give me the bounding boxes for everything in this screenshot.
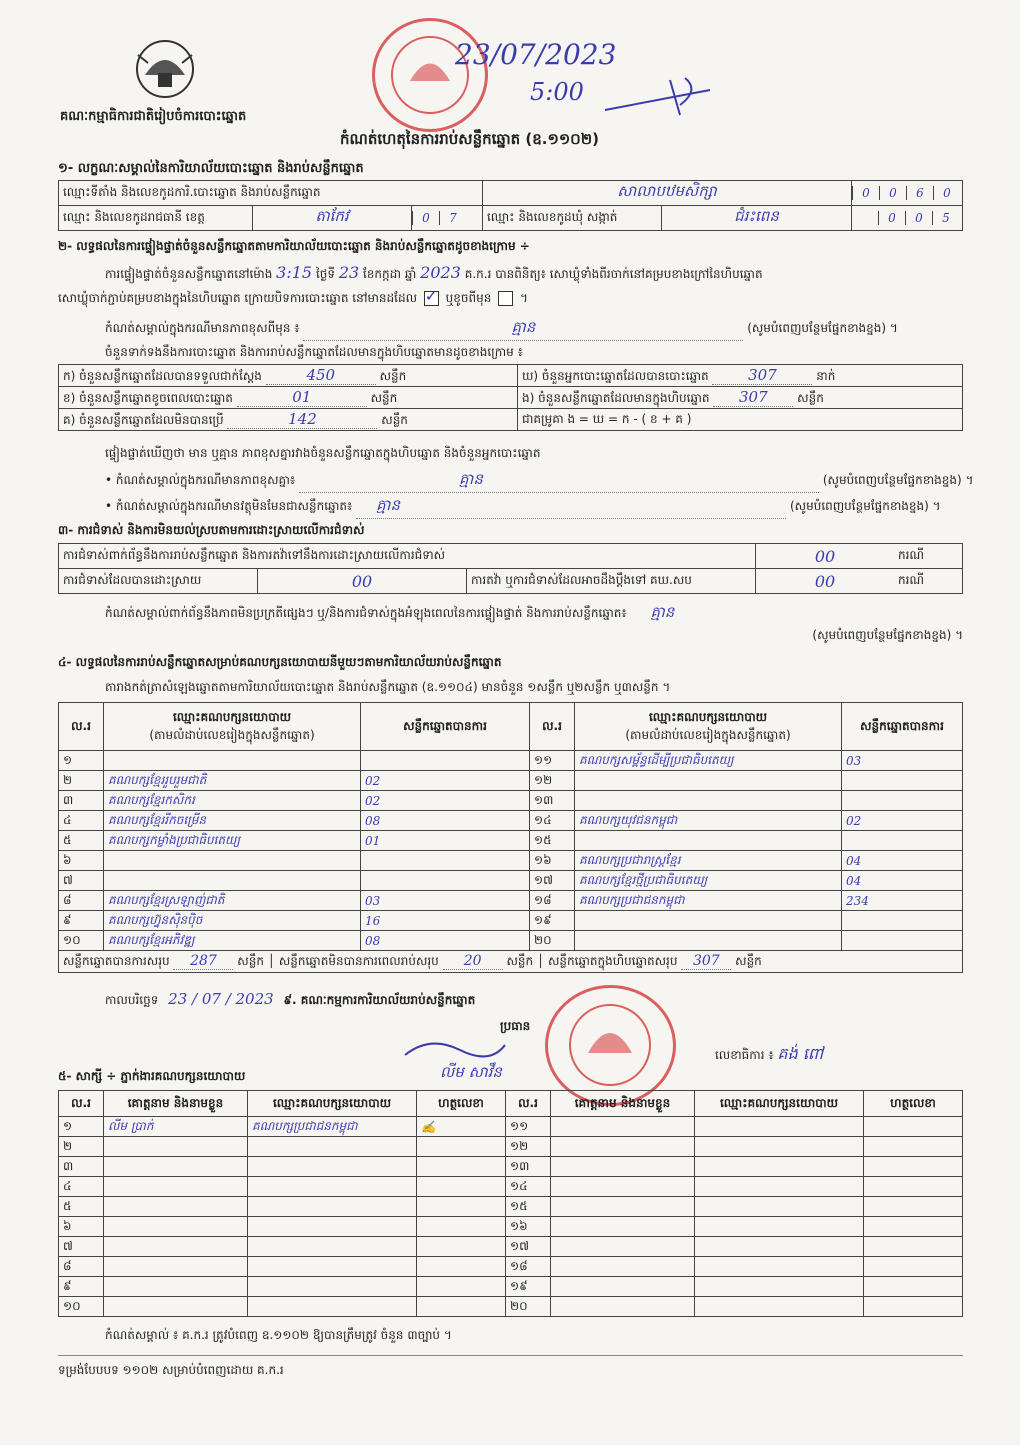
org-name: គណៈកម្មាធិការជាតិរៀបចំការបោះឆ្នោត <box>60 109 247 124</box>
diff-label: • កំណត់សម្គាល់ក្នុងករណីមានភាពខុសគ្នា៖ <box>105 473 296 487</box>
count-unit: សន្លឹក <box>379 368 407 383</box>
commune-name: ជំរះពេន <box>662 206 852 231</box>
witness-row <box>59 1237 963 1257</box>
col-party <box>575 703 842 751</box>
party-name: គណបក្សខ្មែររួបរួមជាតិ <box>104 771 361 791</box>
section2-note <box>105 318 963 341</box>
chair-label: ប្រធាន <box>500 1019 531 1033</box>
objection-value: 00 <box>756 544 895 569</box>
row-no: ៨ <box>59 891 104 911</box>
party-votes <box>361 871 530 891</box>
row-no: ១៩ <box>530 911 575 931</box>
col-party-sub: (តាមលំដាប់លេខរៀងក្នុងសន្លឹកឆ្នោត) <box>149 727 315 742</box>
year-value: 2023 <box>420 263 461 282</box>
row-no: ៣ <box>59 1157 104 1177</box>
row-no: ២០ <box>506 1297 551 1317</box>
row-no: ២០ <box>530 931 575 951</box>
witness-row <box>59 1217 963 1237</box>
col-party-sub: (តាមលំដាប់លេខរៀងក្នុងសន្លឹកឆ្នោត) <box>625 727 791 742</box>
party-name <box>575 831 842 851</box>
witness-row <box>59 1297 963 1317</box>
col-party: ឈ្មោះគណបក្សនយោបាយ <box>248 1091 417 1117</box>
sum-box-value: 307 <box>681 953 731 970</box>
party-name <box>575 791 842 811</box>
station-name: សាលាបឋមសិក្សា <box>483 181 852 206</box>
witness-signature: ✍ <box>417 1117 506 1137</box>
witness-row <box>59 1197 963 1217</box>
count-row-ng <box>518 387 963 409</box>
intact-checkbox[interactable] <box>424 291 439 306</box>
col-party-title: ឈ្មោះគណបក្សនយោបាយ <box>648 709 768 724</box>
row-no: ៦ <box>59 851 104 871</box>
row-no: ១៧ <box>530 871 575 891</box>
row-no: ៩ <box>59 1277 104 1297</box>
section3-table <box>58 543 963 594</box>
commune-label: ឈ្មោះ និងលេខកូដឃុំ សង្កាត់ <box>483 206 662 231</box>
party-name: គណបក្សខ្មែរថ្មីប្រជាធិបតេយ្យ <box>575 871 842 891</box>
sum-unit: សន្លឹក <box>237 953 264 968</box>
section2-line2: សោឃ្លុំចាក់ភ្ជាប់គម្របខាងក្នុងនៃហិបឆ្នោត ក្រោយបិទការបោះឆ្នោត នៅមានដដែល ✓ ឬខូចពីមុន ។ <box>58 290 528 308</box>
count-label: ក) ចំនួនសន្លឹកឆ្នោតដែលបានទទួលជាក់ស្តែង <box>63 368 262 383</box>
handwritten-date: 23/07/2023 <box>455 38 617 71</box>
count-value: 450 <box>266 366 376 385</box>
party-name: គណបក្សខ្មែរស្រឡាញ់ជាតិ <box>104 891 361 911</box>
col-sign: ហត្ថលេខា <box>864 1091 963 1117</box>
row-no: ៤ <box>59 1177 104 1197</box>
row-no: ៦ <box>59 1217 104 1237</box>
row-no: ៥ <box>59 1197 104 1217</box>
row-no: ៤ <box>59 811 104 831</box>
party-name: គណបក្សយុវជនកម្ពុជា <box>575 811 842 831</box>
row-no: ១៤ <box>506 1177 551 1197</box>
row-no: ២ <box>59 771 104 791</box>
province-code-digit: 0 <box>412 211 439 225</box>
section3-title: ៣- ការជំទាស់ និងការមិនយល់ស្របតាមការដោះស្រាយលើការជំទាស់ <box>58 523 365 537</box>
party-votes <box>361 751 530 771</box>
resolved-value: 00 <box>258 569 467 594</box>
commune-code-digit: 5 <box>932 211 959 225</box>
party-votes: 02 <box>361 791 530 811</box>
commune-code-digit: 0 <box>905 211 932 225</box>
party-name: គណបក្សកម្លាំងប្រជាធិបតេយ្យ <box>104 831 361 851</box>
secretary-name: គង់ ពៅ <box>777 1044 824 1063</box>
commune-code <box>852 206 963 231</box>
counts-table <box>58 364 963 431</box>
count-unit: សន្លឹក <box>381 412 408 427</box>
party-name <box>104 751 361 771</box>
intro-text: ថ្ងៃទី <box>315 267 335 281</box>
party-name: គណបក្សសម្ព័ន្ធដើម្បីប្រជាធិបតេយ្យ <box>575 751 842 771</box>
section2-title: ២- លទ្ធផលនៃការផ្ទៀងផ្ទាត់ចំនួនសន្លឹកឆ្នោតតាមការិយាល័យបោះឆ្នោត និងរាប់សន្លឹកឆ្នោតដូចខាងក្រោម ÷ <box>58 239 530 253</box>
station-label: ឈ្មោះទីតាំង និងលេខកូដការិ.បោះឆ្នោត និងរាប់សន្លឹកឆ្នោត <box>59 181 483 206</box>
station-code-digit: 6 <box>906 186 933 200</box>
province-name: តាកែវ <box>253 206 412 231</box>
witness-name: លីម ប្រាក់ <box>104 1117 248 1137</box>
row-no: ១៧ <box>506 1237 551 1257</box>
station-code <box>852 181 963 206</box>
station-code-digit: 0 <box>879 186 906 200</box>
table-row <box>59 751 963 771</box>
count-unit: សន្លឹក <box>370 390 398 405</box>
count-label: គ) ចំនួនសន្លឹកឆ្នោតដែលមិនបានប្រើ <box>63 412 224 427</box>
table-row <box>59 871 963 891</box>
counts-intro: ចំនួនទាក់ទងនឹងការបោះឆ្នោត និងការរាប់សន្លឹកឆ្នោតដែលមានក្នុងហិបឆ្នោតមានដូចខាងក្រោម ៖ <box>105 345 523 359</box>
intro-text: ខែកក្កដា ឆ្នាំ <box>363 267 417 281</box>
table-row <box>59 911 963 931</box>
sum-invalid-value: 20 <box>443 953 503 970</box>
col-name: គោត្តនាម និងនាមខ្លួន <box>104 1091 248 1117</box>
secretary-label: លេខាធិការ <box>715 1048 765 1062</box>
count-unit: សន្លឹក <box>797 390 824 405</box>
col-no: ល.រ <box>59 1091 104 1117</box>
intro-text: គ.ក.រ បានពិនិត្យ៖ សោឃ្លុំទាំងពីរចាក់នៅគម្របខាងក្រៅនៃហិបឆ្នោត <box>464 267 763 281</box>
row-no: ១ <box>59 751 104 771</box>
table-row <box>59 851 963 871</box>
party-votes: 03 <box>361 891 530 911</box>
row-no: ៧ <box>59 871 104 891</box>
section4-title: ៤- លទ្ធផលនៃការរាប់សន្លឹកឆ្នោតសម្រាប់គណបក្សនយោបាយនីមួយៗតាមការិយាល័យរាប់សន្លឹកឆ្នោត <box>58 655 502 669</box>
objection-unit: ករណី <box>894 544 963 569</box>
station-code-digit: 0 <box>933 186 960 200</box>
date-value: 23 / 07 / 2023 <box>168 990 274 1008</box>
count-row-k <box>59 365 518 387</box>
col-no: ល.រ <box>59 703 104 751</box>
diff-value: គ្មាន <box>459 470 483 488</box>
row-no: ១០ <box>59 1297 104 1317</box>
party-votes <box>842 911 963 931</box>
hour-value: 3:15 <box>276 263 313 282</box>
sum-valid-value: 287 <box>173 953 233 970</box>
col-sign: ហត្ថលេខា <box>417 1091 506 1117</box>
row-no: ១៣ <box>506 1157 551 1177</box>
official-stamp-bottom <box>545 985 676 1106</box>
appeal-label: ការតវ៉ា ឬការជំទាស់ដែលអាចដឹងប្តឹងទៅ គឃ.សប <box>467 569 756 594</box>
row-no: ១៨ <box>506 1257 551 1277</box>
other-value: គ្មាន <box>376 496 400 514</box>
row-no: ២ <box>59 1137 104 1157</box>
totals-row <box>59 951 963 973</box>
col-no: ល.រ <box>506 1091 551 1117</box>
note-hint: (សូមបំពេញបន្ថែមផ្នែកខាងខ្នង) ។ <box>747 321 898 335</box>
party-name: គណបក្សប្រជារាស្ត្រខ្មែរ <box>575 851 842 871</box>
note-hint: (សូមបំពេញបន្ថែមផ្នែកខាងខ្នង) ។ <box>789 499 941 513</box>
row-no: ៨ <box>59 1257 104 1277</box>
count-label: ង) ចំនួនសន្លឹកឆ្នោតដែលមានក្នុងហិបឆ្នោត <box>522 390 710 405</box>
chair-name: លីម សាវឹន <box>440 1063 502 1081</box>
section5-title: ៥- សាក្សី ÷ ភ្នាក់ងារគណបក្សនយោបាយ <box>58 1069 246 1083</box>
count-row-g <box>59 409 518 431</box>
party-votes: 03 <box>842 751 963 771</box>
compare-text <box>105 445 540 463</box>
note-value: គ្មាន <box>511 318 536 336</box>
signature-scribble <box>600 70 720 124</box>
committee-label: ៩. គណៈកម្មការការិយាល័យរាប់សន្លឹកឆ្នោត <box>283 993 476 1007</box>
party-votes: 08 <box>361 811 530 831</box>
row-no: ១១ <box>530 751 575 771</box>
day-value: 23 <box>338 263 360 282</box>
commune-code-digit: 0 <box>878 211 905 225</box>
col-no: ល.រ <box>530 703 575 751</box>
note-label: កំណត់សម្គាល់ក្នុងករណីមានភាពខុសពីមុន ៖ <box>105 321 300 335</box>
table-row <box>59 831 963 851</box>
witness-row <box>59 1117 963 1137</box>
col-party-title: ឈ្មោះគណបក្សនយោបាយ <box>172 709 292 724</box>
date-label: កាលបរិច្ឆេទ <box>105 993 159 1007</box>
count-value: 307 <box>712 366 812 385</box>
row-no: ៧ <box>59 1237 104 1257</box>
sum-unit: សន្លឹក <box>506 953 534 968</box>
count-label: ឃ) ចំនួនអ្នកបោះឆ្នោតដែលបានបោះឆ្នោត <box>522 368 709 383</box>
other-note <box>105 496 941 519</box>
row-no: ១៥ <box>506 1197 551 1217</box>
witness-row <box>59 1137 963 1157</box>
sum-invalid-label: សន្លឹកឆ្នោតមិនបានការពេលរាប់សរុប <box>278 953 439 968</box>
party-votes: 08 <box>361 931 530 951</box>
party-votes <box>361 851 530 871</box>
intro-text: ការផ្ទៀងផ្ទាត់ចំនួនសន្លឹកឆ្នោតនៅម៉ោង <box>105 267 273 281</box>
section5-note: កំណត់សម្គាល់ ៖ គ.ក.រ ត្រូវបំពេញ ឧ.១១០២ ឱ្យបានត្រឹមត្រូវ ចំនួន ៣ច្បាប់ ។ <box>105 1328 452 1342</box>
col-party <box>104 703 361 751</box>
count-row-kh <box>59 387 518 409</box>
party-votes: 02 <box>361 771 530 791</box>
broken-checkbox[interactable] <box>498 291 513 306</box>
party-name: គណបក្សហ្វ៊ុនស៊ិនប៉ិច <box>104 911 361 931</box>
party-name <box>104 851 361 871</box>
witness-row <box>59 1177 963 1197</box>
col-votes: សន្លឹកឆ្នោតបានការ <box>842 703 963 751</box>
secretary-line: លេខាធិការ ៖ គង់ ពៅ <box>715 1044 824 1063</box>
count-value: 01 <box>237 388 367 407</box>
footer-divider <box>58 1355 963 1356</box>
row-no: ១ <box>59 1117 104 1137</box>
emblem-logo <box>130 35 200 103</box>
row-no: ៩ <box>59 911 104 931</box>
party-name: គណបក្សខ្មែររីកចម្រើន <box>104 811 361 831</box>
count-label: ខ) ចំនួនសន្លឹកឆ្នោតខូចពេលបោះឆ្នោត <box>63 390 233 405</box>
party-name: គណបក្សប្រជាជនកម្ពុជា <box>575 891 842 911</box>
party-name: គណបក្សខ្មែរអភិវឌ្ឍ <box>104 931 361 951</box>
province-code <box>412 206 483 231</box>
row-no: ១៦ <box>506 1217 551 1237</box>
col-votes: សន្លឹកឆ្នោតបានការ <box>361 703 530 751</box>
section1-title: ១- លក្ខណៈសម្គាល់នៃការិយាល័យបោះឆ្នោត និងរាប់សន្លឹកឆ្នោត <box>58 161 364 176</box>
witness-row <box>59 1157 963 1177</box>
row-no: ១២ <box>506 1137 551 1157</box>
party-name: គណបក្សខ្មែរកសិករ <box>104 791 361 811</box>
province-label: ឈ្មោះ និងលេខកូដរាជធានី ខេត្ត <box>59 206 253 231</box>
appeal-value: 00 <box>756 569 895 594</box>
party-votes <box>842 831 963 851</box>
sum-box-label: សន្លឹកឆ្នោតក្នុងហិបឆ្នោតសរុប <box>547 953 678 968</box>
intro-text: ឬខូចពីមុន <box>445 291 492 305</box>
col-name: គោត្តនាម និងនាមខ្លួន <box>551 1091 695 1117</box>
party-votes: 04 <box>842 851 963 871</box>
section3-note <box>105 603 674 625</box>
note-value: គ្មាន <box>650 603 675 621</box>
witness-row <box>59 1277 963 1297</box>
intro-text: សោឃ្លុំចាក់ភ្ជាប់គម្របខាងក្នុងនៃហិបឆ្នោត ក្រោយបិទការបោះឆ្នោត នៅមានដដែល <box>58 291 418 305</box>
table-row <box>59 931 963 951</box>
section2-intro <box>105 263 965 284</box>
row-no: ១៤ <box>530 811 575 831</box>
row-no: ១៣ <box>530 791 575 811</box>
province-code-digit: 7 <box>439 211 466 225</box>
section1-table <box>58 180 963 231</box>
count-unit: នាក់ <box>816 368 836 383</box>
official-stamp-top <box>372 18 488 132</box>
row-no: ១៥ <box>530 831 575 851</box>
party-name <box>575 771 842 791</box>
date-line <box>105 990 475 1010</box>
objection-label: ការជំទាស់ពាក់ព័ន្ធនឹងការរាប់សន្លឹកឆ្នោត និងការតវ៉ាទៅនឹងការដោះស្រាយលើការជំទាស់ <box>59 544 756 569</box>
party-votes: 16 <box>361 911 530 931</box>
note-hint: (សូមបំពេញបន្ថែមផ្នែកខាងខ្នង) ។ <box>812 628 963 642</box>
section4-subtitle: តារាងកត់ត្រាសំឡេងឆ្នោតតាមការិយាល័យបោះឆ្នោត និងរាប់សន្លឹកឆ្នោត (ឧ.១១០៤) មានចំនួន ១សន្លឹក ឬ២សន្លឹក ឬ៣សន្លឹក ។ <box>105 680 671 694</box>
sum-unit: សន្លឹក <box>735 953 762 968</box>
witness-table <box>58 1090 963 1317</box>
col-party: ឈ្មោះគណបក្សនយោបាយ <box>695 1091 864 1117</box>
other-label: • កំណត់សម្គាល់ក្នុងករណីមានវត្ថុមិនមែនជាសន្លឹកឆ្នោត៖ <box>105 499 353 513</box>
diff-note <box>105 470 973 493</box>
count-value: 307 <box>713 388 793 407</box>
party-votes <box>842 791 963 811</box>
station-code-digit: 0 <box>852 186 879 200</box>
table-row <box>59 811 963 831</box>
party-votes <box>842 771 963 791</box>
row-no: ១០ <box>59 931 104 951</box>
row-no: ១៦ <box>530 851 575 871</box>
table-row <box>59 891 963 911</box>
resolved-label: ការជំទាស់ដែលបានដោះស្រាយ <box>59 569 258 594</box>
witness-party: គណបក្សប្រជាជនកម្ពុជា <box>248 1117 417 1137</box>
sum-valid-label: សន្លឹកឆ្នោតបានការសរុប <box>63 953 170 968</box>
party-name <box>575 911 842 931</box>
row-no: ១២ <box>530 771 575 791</box>
party-votes: 04 <box>842 871 963 891</box>
row-no: ១៨ <box>530 891 575 911</box>
note-hint: (សូមបំពេញបន្ថែមផ្នែកខាងខ្នង) ។ <box>822 473 974 487</box>
compare-label: ផ្ទៀងផ្ទាត់ឃើញថា មាន ឬគ្មាន ភាពខុសគ្នារវាងចំនួនសន្លឹកឆ្នោតក្នុងហិបឆ្នោត និងចំនួនអ្នកបោះឆ្នោត <box>105 446 541 460</box>
formula: ជាគម្រូគា ង = ឃ = ក - ( ខ + គ ) <box>518 409 963 431</box>
party-votes: 01 <box>361 831 530 851</box>
note-label: កំណត់សម្គាល់ពាក់ព័ន្ធនឹងភាពមិនប្រក្រតីផ្សេងៗ ឬ/និងការជំទាស់ក្នុងអំឡុងពេលនៃការផ្ទៀងផ្ទាត់ និងការរាប់សន្លឹកឆ្នោត៖ <box>105 606 627 620</box>
handwritten-time: 5:00 <box>530 78 584 106</box>
party-name <box>575 931 842 951</box>
witness-row <box>59 1257 963 1277</box>
row-no: ៣ <box>59 791 104 811</box>
table-row <box>59 791 963 811</box>
party-votes: 02 <box>842 811 963 831</box>
party-name <box>104 871 361 891</box>
party-votes: 234 <box>842 891 963 911</box>
totals-cell: សន្លឹកឆ្នោតបានការសរុប 287 សន្លឹក │ សន្លឹកឆ្នោតមិនបានការពេលរាប់សរុប 20 សន្លឹក │ សន្លឹកឆ្នោតក្នុងហិបឆ្នោតសរុប 307 សន្លឹក <box>59 951 963 973</box>
count-value: 142 <box>227 410 377 429</box>
row-no: ១១ <box>506 1117 551 1137</box>
count-row-gh <box>518 365 963 387</box>
table-row <box>59 771 963 791</box>
results-table <box>58 702 963 973</box>
form-footer: ទម្រង់បែបបទ ១១០២ សម្រាប់បំពេញដោយ គ.ក.រ <box>58 1363 284 1377</box>
form-title: កំណត់ហេតុនៃការរាប់សន្លឹកឆ្នោត (ឧ.១១០២) <box>340 130 600 148</box>
section3-note-hint <box>58 627 963 645</box>
appeal-unit: ករណី <box>894 569 963 594</box>
row-no: ១៩ <box>506 1277 551 1297</box>
row-no: ៥ <box>59 831 104 851</box>
party-votes <box>842 931 963 951</box>
